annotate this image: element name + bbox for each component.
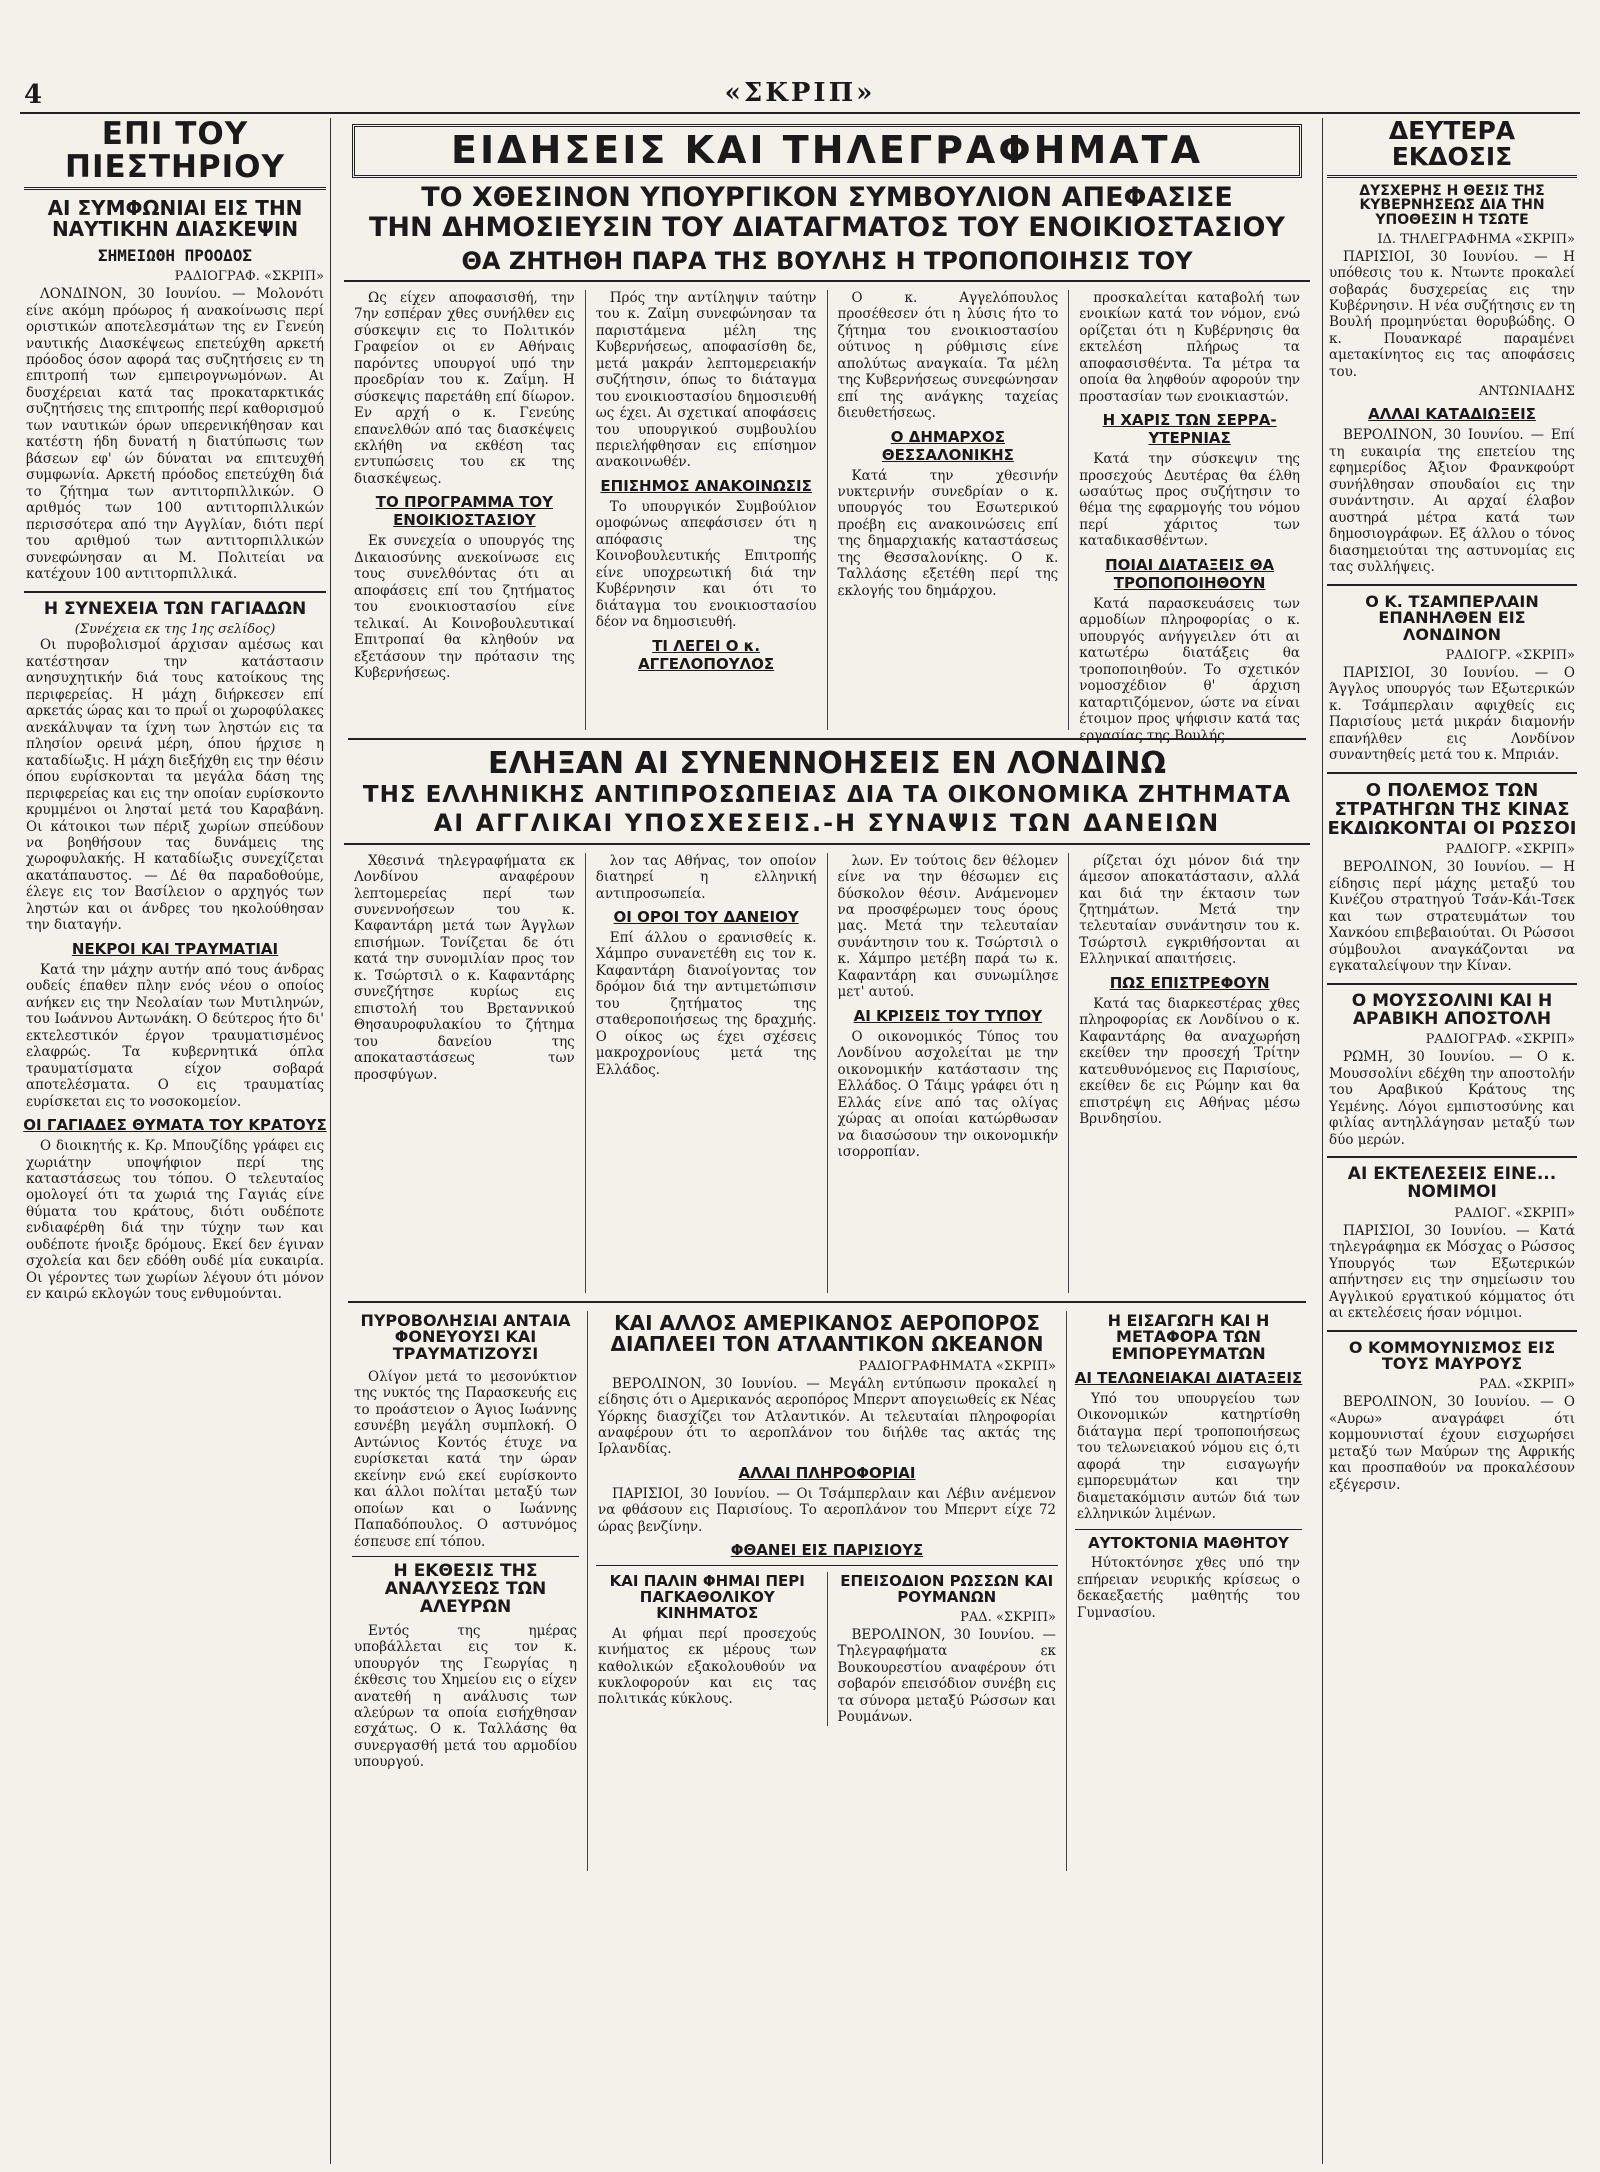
left-story2-body: Οι πυροβολισμοί άρχισαν αμέσως και κατέστησαν την κατάστασιν ανησυχητικήν διά τους κατοίκους της περιφερείας. Η μάχη διήρκεσεν επί αρκετάς ώρας και το πρωΐ οι χωροφύλακες ανεκάλυψαν τα ίχνη των ληστών εις τα πλησίον ορεινά μέρη, όπου ήρχισε η καταδίωξις. Η μάχη διεξήχθη εις την θέσιν όπου ευρίσκονται τα μεγάλα δάση της περιφερείας και εις την οποίαν ευρίσκοντο κρυμμένοι οι λησταί μετά του Καραβάνη. Οι κάτοικοι των πέριξ χωρίων σπεύδουν να βοηθήσουν τας δυνάμεις της χωροφυλακής. Η καταδίωξις συνεχίζεται ακατάπαυστος. — Δέ θα παραδοθούμε, έλεγε εις τον Βασίλειον ο αρχηγός των ληστών και οι άνδρες του ηκολούθησαν την διαταγήν. <box>26 637 324 934</box>
right-story4-title: Ο ΠΟΛΕΜΟΣ ΤΩΝ ΣΤΡΑΤΗΓΩΝ ΤΗΣ ΚΙΝΑΣ ΕΚΔΙΩΚΟΝΤΑΙ ΟΙ ΡΩΣΣΟΙ <box>1327 779 1577 839</box>
london-story-columns <box>344 853 1310 1293</box>
london-col-3 <box>828 853 1070 1293</box>
right-story6-source: ΡΑΔΙΟΓ. «ΣΚΡΙΠ» <box>1454 1205 1575 1221</box>
lead-col3-subhead: Ο ΔΗΜΑΡΧΟΣ ΘΕΣΣΑΛΟΝΙΚΗΣ <box>881 427 1014 464</box>
lead-story-columns <box>344 289 1310 744</box>
paper-name: «ΣΚΡΙΠ» <box>724 78 876 108</box>
lead-col-1 <box>344 290 586 730</box>
right-story7-source: ΡΑΔ. «ΣΚΡΙΠ» <box>1479 1377 1575 1393</box>
lead-col2-subhead: ΕΠΙΣΗΜΟΣ ΑΝΑΚΟΙΝΩΣΙΣ <box>600 476 812 495</box>
bottom-story6-body: Υπό του υπουργείου των Οικονομικών κατηρτίσθη διάταγμα περί τροποποιήσεως του τελωνειακού νόμου εις ό,τι αφορά την εισαγωγήν εμπορευμάτων και την διαμετακόμισιν αυτών διά των ελληνικών λιμένων. <box>1077 1390 1300 1523</box>
lead-col4-subhead-2: ΠΟΙΑΙ ΔΙΑΤΑΞΕΙΣ ΘΑ ΤΡΟΠΟΠΟΙΗΘΟΥΝ <box>1105 555 1275 592</box>
left-section-header: ΕΠΙ ΤΟΥ ΠΙΕΣΤΗΡΙΟΥ <box>24 118 326 190</box>
left-story4-title: ΟΙ ΓΑΓΙΑΔΕΣ ΘΥΜΑΤΑ ΤΟΥ ΚΡΑΤΟΥΣ <box>23 1116 327 1135</box>
lead-headline-3: ΘΑ ΖΗΤΗΘΗ ΠΑΡΑ ΤΗΣ ΒΟΥΛΗΣ Η ΤΡΟΠΟΠΟΙΗΣΙΣ ΤΟΥ <box>344 249 1310 282</box>
lead-headline-1: ΤΟ ΧΘΕΣΙΝΟΝ ΥΠΟΥΡΓΙΚΟΝ ΣΥΜΒΟΥΛΙΟΝ ΑΠΕΦΑΣΙΣΕ <box>421 181 1233 213</box>
lead-col1-text: Ως είχεν αποφασισθή, την 7ην εσπέραν χθες συνήλθεν εις σύσκεψιν εις το Πολιτικόν Γραφείον οι εν Αθήναις παρόντες υπουργοί υπό την προεδρίαν του κ. Ζαΐμη. Η σύσκεψις παρετάθη επί δίωρον. Εν αρχή ο κ. Γενεύης επανελθών από τας διασκέψεις εκλήθη να εκθέση τας εντυπώσεις του εκ της διασκέψεως. <box>354 289 575 487</box>
right-story4-body: ΒΕΡΟΛΙΝΟΝ, 30 Ιουνίου. — Η είδησις περί μάχης μεταξύ του Κινέζου στρατηγού Τσάν-Κάι-Τσεκ και των στρατευμάτων του Χανκόου επιβεβαιούται. Οι Ρώσσοι σύμβουλοι αναγκάζονται να εγκαταλείψουν την Κίναν. <box>1329 859 1575 975</box>
right-story5-source: ΡΑΔΙΟΓΡΑΦ. «ΣΚΡΙΠ» <box>1425 1032 1575 1048</box>
london-col4b-text: Κατά τας διαρκεστέρας χθες πληροφορίας εκ Λονδίνου ο κ. Καφαντάρης θα αναχωρήση εκείθεν την προσεχή Τρίτην κατευθυνόμενος εις Παρισίους, εκείθεν δε εις Ρώμην και θα επιστρέψη εις Αθήνας μέσω Βρινδησίου. <box>1079 995 1300 1128</box>
london-col2-subhead: ΟΙ ΟΡΟΙ ΤΟΥ ΔΑΝΕΙΟΥ <box>613 908 799 926</box>
bottom-story7-title: ΑΥΤΟΚΤΟΝΙΑ ΜΑΘΗΤΟΥ <box>1088 1533 1289 1552</box>
left-story1-subtitle: ΣΗΜΕΙΩΘΗ ΠΡΟΟΔΟΣ <box>97 246 253 266</box>
divider <box>1075 1529 1302 1530</box>
bottom-story1-title: ΠΥΡΟΒΟΛΗΣΙΑΙ ΑΝΤΑΙΑ ΦΟΝΕΥΟΥΣΙ ΚΑΙ ΤΡΑΥΜΑΤΙΖΟΥΣΙ <box>360 1310 571 1364</box>
right-story1-title: ΔΥΣΧΕΡΗΣ Η ΘΕΣΙΣ ΤΗΣ ΚΥΒΕΡΝΗΣΕΩΣ ΔΙΑ ΤΗΝ ΥΠΟΘΕΣΙΝ Η ΤΣΩΤΕ <box>1359 182 1545 228</box>
bottom-story3-source: ΡΑΔΙΟΓΡΑΦΗΜΑΤΑ «ΣΚΡΙΠ» <box>858 1358 1056 1374</box>
page-number: 4 <box>24 80 43 110</box>
right-story4-source: ΡΑΔΙΟΓΡ. «ΣΚΡΙΠ» <box>1445 842 1575 858</box>
bottom-substories <box>592 1572 1062 1725</box>
lead-col3b-text: Κατά την χθεσινήν νυκτερινήν συνεδρίαν ο κ. υπουργός του Εσωτερικού προέβη εις ανακοινώσεις επί της δημαρχιακής καταστάσεως της Θεσσαλονίκης. Ο κ. Ταλλάσης εξετέθη περί της εκλογής του δημάρχου. <box>837 467 1059 599</box>
masthead <box>20 78 1580 114</box>
right-column <box>1322 118 1581 2164</box>
bottom-story2-body: Εντός της ημέρας υποβάλλεται εις τον κ. υπουργόν της Γεωργίας η έκθεσις του Χημείου εις ο είχεν ανατεθή η ανάλυσις των αλεύρων τα οποία εισήχθησαν εσχάτως. Ο κ. Ταλλάσης θα συνεργασθή μετά του αρμοδίου υπουργού. <box>354 1622 577 1771</box>
right-story7-body: ΒΕΡΟΛΙΝΟΝ, 30 Ιουνίου. — Ο «Αυρω» αναγράφει ότι κομμουνισταί έχουν εισχωρήσει μεταξύ των Μαύρων της Αφρικής και προσπαθούν να προκαλέσουν εξέγερσιν. <box>1329 1394 1575 1493</box>
right-story7-title: Ο ΚΟΜΜΟΥΝΙΣΜΟΣ ΕΙΣ ΤΟΥΣ ΜΑΥΡΟΥΣ <box>1348 1337 1556 1374</box>
lead-headline-2: ΤΗΝ ΔΗΜΟΣΙΕΥΣΙΝ ΤΟΥ ΔΙΑΤΑΓΜΑΤΟΣ ΤΟΥ ΕΝΟΙΚΙΟΣΤΑΣΙΟΥ <box>369 212 1285 244</box>
left-story3-body: Κατά την μάχην αυτήν από τους άνδρας ουδείς έπαθεν πλην ενός νέου ο οποίος ανήκεν εις την Νεολαίαν των Μυτιληνών, του Ιωάννου Αντωνάκη. Ο δεύτερος ήτο δι' εκτελεστικόν έργον τραυματισμένος ελαφρώς. Τα κυβερνητικά όπλα τραυματίσματα είχον σοβαρά αποτελέσματα. Ο εις τραυματίας ευρίσκεται εις το νοσοκομείον. <box>26 961 324 1110</box>
right-story1-author: ΑΝΤΩΝΙΑΔΗΣ <box>1478 384 1575 400</box>
lead-col4-text: προσκαλείται καταβολή των ενοικίων κατά τον νόμον, ενώ ορίζεται ότι η Κυβέρνησις θα εκτελέση πλήρως τα αποφασισθέντα. Τα μέτρα τα οποία θα ληφθούν αφορούν την προστασίαν των ενοικιαστών. <box>1079 289 1300 405</box>
bottom-story4-body: Αι φήμαι περί προσεχούς κινήματος εκ μέρους των καθολικών εξακολουθούν να κυκλοφορούν και εις τας πολιτικάς κύκλους. <box>598 1625 817 1708</box>
lead-col-3 <box>828 290 1070 730</box>
london-col4-text: ρίζεται όχι μόνον διά την άμεσον αποκατάστασιν, αλλά και διά την έκτασιν των ζητημάτων. Μετά την τελευταίαν συνάντησιν του κ. Τσώρτσιλ εγκριθήσονται αι Ελληνικαί απαιτήσεις. <box>1079 852 1300 968</box>
divider <box>1327 584 1577 586</box>
center-banner-box <box>352 124 1302 178</box>
bottom-col-1 <box>344 1311 588 1871</box>
lead-col1-subhead: ΤΟ ΠΡΟΓΡΑΜΜΑ ΤΟΥ ΕΝΟΙΚΙΟΣΤΑΣΙΟΥ <box>375 493 553 530</box>
right-story3-body: ΠΑΡΙΣΙΟΙ, 30 Ιουνίου. — Ο Άγγλος υπουργός των Εξωτερικών κ. Τσάμπερλαιν αφιχθείς εις Παρισίους μετά μικράν διαμονήν επανήλθεν εις Λονδίνον συναντηθείς μετά του κ. Μπριάν. <box>1329 664 1575 764</box>
divider <box>1327 772 1577 774</box>
right-story2-body: ΒΕΡΟΛΙΝΟΝ, 30 Ιουνίου. — Επί τη ευκαιρία της επετείου της εφημερίδος Άξιον Φρανκφούρτ συνήλθησαν σπουδαίοι εις την συνάντησιν. Αι αρχαί έλαβον αυστηρά μέτρα κατά των δημοσιογράφων. Εξ άλλου ο τόνος διασημειούται της αστυνομίας εις τας συλλήψεις. <box>1329 427 1575 576</box>
divider <box>596 1565 1058 1566</box>
bottom-story5-title: ΕΠΕΙΣΟΔΙΟΝ ΡΩΣΣΩΝ ΚΑΙ ΡΟΥΜΑΝΩΝ <box>840 1572 1054 1607</box>
bottom-story3-title: ΚΑΙ ΑΛΛΟΣ ΑΜΕΡΙΚΑΝΟΣ ΑΕΡΟΠΟΡΟΣ ΔΙΑΠΛΕΕΙ ΤΟΝ ΑΤΛΑΝΤΙΚΟΝ ΩΚΕΑΝΟΝ <box>610 1310 1044 1356</box>
bottom-story6-title: Η ΕΙΣΑΓΩΓΗ ΚΑΙ Η ΜΕΤΑΦΟΡΑ ΤΩΝ ΕΜΠΟΡΕΥΜΑΤΩΝ <box>1107 1310 1270 1364</box>
london-col2-text: λον τας Αθήνας, τον οποίον διατηρεί η ελληνική αντιπροσωπεία. <box>595 852 817 902</box>
bottom-story1-body: Ολίγον μετά το μεσονύκτιον της νυκτός της Παρασκευής εις το προάστειον ο Άγιος Ιωάννης εσυνέβη μεγάλη συμπλοκή. Ο Αντώνιος Κοντός έτυχε να ευρίσκεται κατά την ώραν εκείνην ενώ εκεί ευρίσκοντο και άλλοι πολίται μεταξύ των οποίων και ο Ιωάννης Παπαδόπουλος. Ο αστυνόμος έσπευσε επί τόπου. <box>354 1368 577 1550</box>
lead-col2-subhead-2: ΤΙ ΛΕΓΕΙ Ο κ. ΑΓΓΕΛΟΠΟΥΛΟΣ <box>638 636 775 673</box>
left-story3-title: ΝΕΚΡΟΙ ΚΑΙ ΤΡΑΥΜΑΤΙΑΙ <box>71 939 279 958</box>
bottom-story7-body: Ηύτοκτόνησε χθες υπό την επήρειαν νευρικής κρίσεως ο δεκαεξαετής μαθητής του Γυμνασίου. <box>1077 1555 1300 1621</box>
right-story2-title: ΑΛΛΑΙ ΚΑΤΑΔΙΩΞΕΙΣ <box>1368 405 1536 424</box>
lead-col3-text: Ο κ. Αγγελόπουλος προσέθεσεν ότι η λύσις ήτο το ζήτημα του ενοικιοστασίου ούτινος η ρύθμισις είνε απολύτως αναγκαία. Τα μέλη της Κυβερνήσεως συνεφώνησαν επί της ανάγκης ταχείας διευθετήσεως. <box>837 289 1059 422</box>
london-headline-2: ΤΗΣ ΕΛΛΗΝΙΚΗΣ ΑΝΤΙΠΡΟΣΩΠΕΙΑΣ ΔΙΑ ΤΑ ΟΙΚΟΝΟΜΙΚΑ ΖΗΤΗΜΑΤΑ <box>362 782 1292 809</box>
bottom-story3-body: ΒΕΡΟΛΙΝΟΝ, 30 Ιουνίου. — Μεγάλη εντύπωσιν προκαλεί η είδησις ότι ο Αμερικανός αεροπόρος Μπερντ απογειωθείς εκ Νέας Υόρκης διασχίζει τον Ατλαντικόν. Αι τελευταίαι πληροφορίαι αναφέρουν ότι το αεροπλάνον του διήλθε τας ακτάς της Ιρλανδίας. <box>598 1375 1056 1458</box>
right-story3-source: ΡΑΔΙΟΓΡ. «ΣΚΡΙΠ» <box>1445 647 1575 663</box>
divider <box>1327 1330 1577 1332</box>
divider <box>24 591 326 593</box>
bottom-story4-title: ΚΑΙ ΠΑΛΙΝ ΦΗΜΑΙ ΠΕΡΙ ΠΑΓΚΑΘΟΛΙΚΟΥ ΚΙΝΗΜΑΤΟΣ <box>609 1572 805 1622</box>
bottom-story6-subhead: ΑΙ ΤΕΛΩΝΕΙΑΚΑΙ ΔΙΑΤΑΞΕΙΣ <box>1074 1368 1303 1387</box>
london-col3-text: λων. Εν τούτοις δεν θέλομεν είνε να την θέσωμεν εις δύσκολον θέσιν. Ανάμενομεν να προσφέρωμεν τους όρους μας. Μετά την τελευταίαν συνάντησιν του κ. Τσώρτσιλ ο κ. Χάμπρο μετέβη παρά τω κ. Καφαντάρη και συνωμίλησε μετ' αυτού. <box>837 852 1059 1001</box>
right-story1-source: ΙΔ. ΤΗΛΕΓΡΑΦΗΜΑ «ΣΚΡΙΠ» <box>1377 231 1575 247</box>
lead-col-2 <box>586 290 828 730</box>
right-story6-title: ΑΙ ΕΚΤΕΛΕΣΕΙΣ ΕΙΝΕ... ΝΟΜΙΜΟΙ <box>1347 1164 1557 1203</box>
london-headline-3: ΑΙ ΑΓΓΛΙΚΑΙ ΥΠΟΣΧΕΣΕΙΣ.-Η ΣΥΝΑΨΙΣ ΤΩΝ ΔΑΝΕΙΩΝ <box>344 811 1310 844</box>
london-col3-subhead: ΑΙ ΚΡΙΣΕΙΣ ΤΟΥ ΤΥΠΟΥ <box>853 1006 1043 1025</box>
london-col3b-text: Ο οικονομικός Τύπος του Λονδίνου ασχολείται με την οικονομικήν κατάστασιν της Ελλάδος. Ο Τάιμς γράφει ότι η Ελλάς είνε από τας ολίγας χώρας αι οποίαι κατώρθωσαν να διασώσουν την οικονομικήν ισορροπίαν. <box>837 1028 1059 1161</box>
london-col-2 <box>586 853 828 1293</box>
right-story1-body: ΠΑΡΙΣΙΟΙ, 30 Ιουνίου. — Η υπόθεσις του κ. Ντωντε προκαλεί σοβαράς δυσχερείας εις την Κυβέρνησιν. Η νέα συζήτησις εν τη Βουλή προμηνύεται θορυβώδης. Ο κ. Πουανκαρέ παραμένει αμετακίνητος εις τας αποφάσεις του. <box>1329 248 1575 380</box>
divider <box>1327 983 1577 985</box>
bottom-story-columns <box>344 1311 1310 1871</box>
london-col-1 <box>344 853 586 1293</box>
london-col1-text: Χθεσινά τηλεγραφήματα εκ Λονδίνου αναφέρουν λεπτομερείας περί των συνεννοήσεων του κ. Καφαντάρη μετά των Άγγλων επισήμων. Τονίζεται δε ότι κατά την συνομιλίαν προς τον κ. Τσώρτσιλ ο κ. Καφαντάρης συνεζήτησε κυρίως εις επιστολή του Βρεταννικού Θησαυροφυλακίου το ζήτημα του δανείου της αποκαταστάσεως των προσφύγων. <box>354 852 575 1083</box>
lead-col4b-text: Κατά την σύσκεψιν της προσεχούς Δευτέρας θα έλθη ωσαύτως προς συζήτησιν το θέμα της εφαρμογής του νόμου περί χάριτος των καταδικασθέντων. <box>1079 451 1300 550</box>
left-column <box>20 118 331 2164</box>
lead-col2-text: Πρός την αντίληψιν ταύτην του κ. Ζαΐμη συνεφώνησαν τα παριστάμενα μέλη της Κυβερνήσεως, αποφασίσθη δε, μετά μακράν λεπτομερειακήν συζήτησιν, όπως το διάταγμα του ενοικιοστασίου δημοσιευθή ως έχει. Αι σχετικαί αποφάσεις του υπουργικού συμβουλίου περιελήφθησαν εις επίσημον ανακοινωθέν. <box>595 289 817 471</box>
london-col-4 <box>1069 853 1310 1293</box>
bottom-story5 <box>828 1572 1063 1725</box>
left-story4-body: Ο διοικητής κ. Κρ. Μπουζίδης γράφει εις χωριάτην υποψήφιον περί της καταστάσεως του τόπου. Ο τελευταίος ομολογεί ότι τα χωριά της Γαγιάς είνε θύματα του κράτους, διότι ουδέποτε ενδιαφέρθη διά την τύχην των και ουδέποτε ήνοιξε δρόμους. Εκεί δεν έγιναν σχολεία και δεν εδόθη ουδέ μία ευκαιρία. Οι γέροντες των χωρίων λέγουν ότι μόνον εν καιρώ εκλογών τους ενθυμούνται. <box>26 1138 324 1303</box>
bottom-story5-source: ΡΑΔ. «ΣΚΡΙΠ» <box>960 1609 1056 1625</box>
left-story1-title: ΑΙ ΣΥΜΦΩΝΙΑΙ ΕΙΣ ΤΗΝ ΝΑΥΤΙΚΗΝ ΔΙΑΣΚΕΨΙΝ <box>47 196 303 242</box>
lead-col2b-text: Το υπουργικόν Συμβούλιον ομοφώνως απεφάσισεν ότι η απόφασις της Κοινοβουλευτικής Επιτροπής είνε υποχρεωτική διά την Κυβέρνησιν και ότι το διάταγμα του ενοικιοστασίου δέον να δημοσιευθή. <box>595 498 817 631</box>
bottom-story3-body-2: ΠΑΡΙΣΙΟΙ, 30 Ιουνίου. — Οι Τσάμπερλαιν και Λέβιν ανέμενον να φθάσουν εις Παρισίους. Το αεροπλάνον του Μπερντ είχε 72 ώρας βενζίνην. <box>598 1485 1056 1535</box>
bottom-col-2 <box>588 1311 1067 1871</box>
london-col4-subhead: ΠΩΣ ΕΠΙΣΤΡΕΦΟΥΝ <box>1109 973 1270 992</box>
lead-col-4 <box>1069 289 1310 744</box>
right-story6-body: ΠΑΡΙΣΙΟΙ, 30 Ιουνίου. — Κατά τηλεγράφημα εκ Μόσχας ο Ρώσσος Υπουργός των Εξωτερικών απήντησεν εις την σημείωσιν του Αγγλικού εργατικού κόμματος ότι αι εκτελέσεις ήσαν νόμιμοι. <box>1329 1222 1575 1322</box>
divider <box>348 1301 1306 1303</box>
left-story2-intro: (Συνέχεια εκ της 1ης σελίδος) <box>74 622 276 638</box>
divider <box>352 1556 579 1557</box>
left-story1-body: ΛΟΝΔΙΝΟΝ, 30 Ιουνίου. — Μολονότι είνε ακόμη πρόωρος ή ανακοίνωσις περί οριστικών αποτελεσμάτων της εν Γενεύη ναυτικής Διασκέψεως επετεύχθη αρκετή πρόοδος όσον αφορά τας συζητήσεις εν τη επιτροπή των εμπειρογνωμόνων. Αι δυσχέρειαι κατά τας προκαταρκτικάς συζητήσεις της επιτροπής περί καθορισμού των ναυτικών όρων υπερενικήθησαν και κατέστη ήδη δυνατή η διατύπωσις των βάσεων εφ' ών δύναται να επιτευχθή συμφωνία. Αρκετή πρόοδος επετεύχθη διά το ζήτημα των αντιτορπιλλικών. Ο αριθμός των 100 αντιτορπιλλικών περισσότερα από την Αγγλίαν, διότι περί του αριθμού των αντιτορπιλλικών συνεφώνησαν αι Μ. Πολιτείαι να κατέχουν 100 αντιτορπιλλικά. <box>26 286 324 583</box>
bottom-col-3 <box>1067 1311 1310 1871</box>
bottom-story3-subhead: ΑΛΛΑΙ ΠΛΗΡΟΦΟΡΙΑΙ <box>738 1463 916 1482</box>
lead-col1b-text: Εκ συνεχεία ο υπουργός της Δικαιοσύνης ανεκοίνωσε εις τους συνελθόντας ότι αι αποφάσεις επί του ζητήματος του ενοικιοστασίου είνε τελικαί. Αι Κοινοβουλευτικαί Επιτροπαί θα κληθούν να εξετάσουν την πρότασιν της Κυβερνήσεως. <box>354 533 575 682</box>
lead-col4-subhead: Η ΧΑΡΙΣ ΤΩΝ ΣΕΡΡΑ-ΥΤΕΡΝΙΑΣ <box>1102 411 1277 448</box>
left-story2-title: Η ΣΥΝΕΧΕΙΑ ΤΩΝ ΓΑΓΙΑΔΩΝ <box>43 598 307 619</box>
center-column <box>344 118 1310 2164</box>
center-banner: ΕΙΔΗΣΕΙΣ ΚΑΙ ΤΗΛΕΓΡΑΦΗΜΑΤΑ <box>451 128 1203 172</box>
bottom-story2-title: Η ΕΚΘΕΣΙΣ ΤΗΣ ΑΝΑΛΥΣΕΩΣ ΤΩΝ ΑΛΕΥΡΩΝ <box>384 1561 547 1617</box>
right-section-header: ΔΕΥΤΕΡΑ ΕΚΔΟΣΙΣ <box>1327 118 1577 178</box>
right-story5-body: ΡΩΜΗ, 30 Ιουνίου. — Ο κ. Μουσσολίνι εδέχθη την αποστολήν του Αραβικού Κράτους της Υεμένης. Λόγοι εμπιστοσύνης και φιλίας αντηλλάγησαν μεταξύ των δύο μερών. <box>1329 1049 1575 1148</box>
bottom-story3-subhead-2: ΦΘΑΝΕΙ ΕΙΣ ΠΑΡΙΣΙΟΥΣ <box>730 1541 924 1560</box>
right-story5-title: Ο ΜΟΥΣΣΟΛΙΝΙ ΚΑΙ Η ΑΡΑΒΙΚΗ ΑΠΟΣΤΟΛΗ <box>1351 990 1553 1029</box>
bottom-story5-body: ΒΕΡΟΛΙΝΟΝ, 30 Ιουνίου. — Τηλεγραφήματα εκ Βουκουρεστίου αναφέρουν ότι σοβαρόν επεισόδιον συνέβη εις τα σύνορα μεταξύ Ρώσσων και Ρουμάνων. <box>837 1626 1056 1726</box>
right-story3-title: Ο Κ. ΤΣΑΜΠΕΡΛΑΙΝ ΕΠΑΝΗΛΘΕΝ ΕΙΣ ΛΟΝΔΙΝΟΝ <box>1365 591 1539 645</box>
bottom-story4 <box>592 1572 828 1725</box>
london-col2b-text: Επί άλλου ο ερανισθείς κ. Χάμπρο συνανετέθη εις τον κ. Καφαντάρη διανοίγοντας τον δρόμον διά την αντιμετώπισιν του ζητήματος της σταθεροποιήσεως της δραχμής. Ο οίκος ως έχει σχέσεις μακροχρονίους μετά της Ελλάδος. <box>595 930 817 1078</box>
left-story1-source: ΡΑΔΙΟΓΡΑΦ. «ΣΚΡΙΠ» <box>174 269 324 285</box>
london-headline-1: ΕΛΗΞΑΝ ΑΙ ΣΥΝΕΝΝΟΗΣΕΙΣ ΕΝ ΛΟΝΔΙΝΩ <box>488 745 1166 781</box>
divider <box>1327 1156 1577 1158</box>
lead-col4c-text: Κατά παρασκευάσεις των αρμοδίων πληροφορίας ο κ. υπουργός ανήγγειλεν ότι αι κατωτέρω διατάξεις θα τροποποιηθούν. Το σχετικόν νομοσχέδιον θ' άρχιση καταρτιζόμενον, ώστε να είναι έτοιμον προς ψήφισιν κατά τας εργασίας της Βουλής. <box>1079 595 1300 744</box>
